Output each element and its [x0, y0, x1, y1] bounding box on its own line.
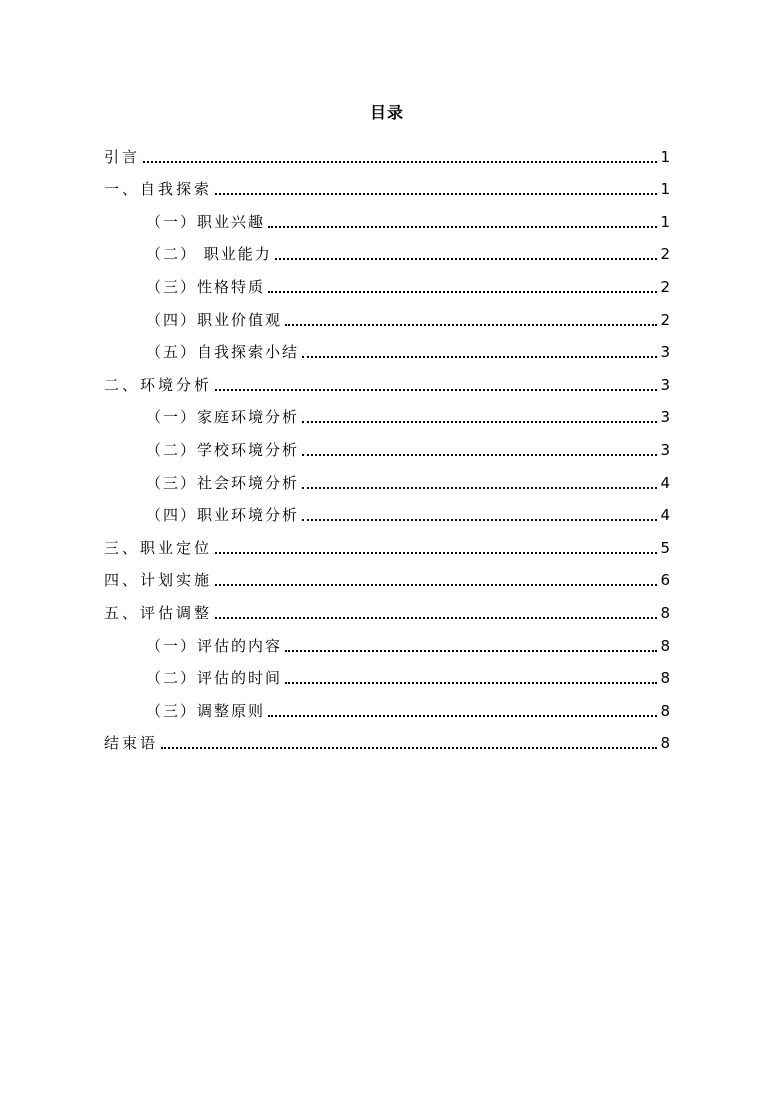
toc-title: 目录 — [369, 103, 404, 122]
dot-leader — [215, 389, 657, 391]
toc-entry[interactable] — [104, 499, 670, 532]
toc-entry-page-number: 3 — [660, 408, 670, 427]
dot-leader — [285, 650, 657, 652]
dot-leader — [268, 715, 657, 717]
toc-entry-title: 一、自我探索 — [104, 180, 213, 199]
toc-entry[interactable] — [104, 694, 670, 727]
toc-entry-title: （三）社会环境分析 — [146, 473, 300, 492]
toc-entry-page-number: 8 — [660, 636, 670, 655]
toc-entry[interactable] — [104, 205, 670, 238]
toc-entry-page-number: 2 — [660, 310, 670, 329]
dot-leader — [215, 584, 657, 586]
toc-entry[interactable] — [104, 368, 670, 401]
toc-entry-title: 三、职业定位 — [104, 538, 213, 557]
toc-entry[interactable] — [104, 173, 670, 206]
dot-leader — [268, 291, 657, 293]
dot-leader — [302, 454, 657, 456]
toc-entry[interactable] — [104, 531, 670, 564]
toc-entry-page-number: 1 — [660, 147, 670, 166]
toc-entry-page-number: 3 — [660, 440, 670, 459]
dot-leader — [285, 682, 657, 684]
toc-entry-title: （二） 职业能力 — [146, 245, 272, 264]
toc-entry[interactable] — [104, 662, 670, 695]
toc-entry-title: （四）职业价值观 — [146, 310, 283, 329]
dot-leader — [275, 258, 658, 260]
toc-entry-page-number: 4 — [660, 473, 670, 492]
toc-entry[interactable] — [104, 238, 670, 271]
toc-entry-title: 引言 — [104, 147, 141, 166]
dot-leader — [302, 356, 657, 358]
dot-leader — [302, 421, 657, 423]
toc-entry-page-number: 4 — [660, 506, 670, 525]
toc-entry[interactable] — [104, 564, 670, 597]
dot-leader — [268, 226, 657, 228]
toc-entry[interactable] — [104, 140, 670, 173]
toc-entry-page-number: 8 — [660, 603, 670, 622]
dot-leader — [215, 552, 657, 554]
toc-entry[interactable] — [104, 727, 670, 760]
toc-entry-page-number: 8 — [660, 734, 670, 753]
toc-entry[interactable] — [104, 401, 670, 434]
dot-leader — [215, 617, 657, 619]
dot-leader — [302, 519, 657, 521]
toc-entry-title: 二、环境分析 — [104, 375, 213, 394]
toc-entry[interactable] — [104, 303, 670, 336]
toc-entry-title: （一）评估的内容 — [146, 636, 283, 655]
toc-entry[interactable] — [104, 433, 670, 466]
toc-entry-page-number: 1 — [660, 180, 670, 199]
toc-entry-title: （三）调整原则 — [146, 701, 266, 720]
toc-entry[interactable] — [104, 336, 670, 369]
toc-entry-title: （一）职业兴趣 — [146, 212, 266, 231]
toc-entry[interactable] — [104, 270, 670, 303]
dot-leader — [302, 487, 657, 489]
toc-entry-page-number: 3 — [660, 343, 670, 362]
toc-entry-page-number: 6 — [660, 571, 670, 590]
toc-entry-page-number: 8 — [660, 669, 670, 688]
toc-entry[interactable] — [104, 466, 670, 499]
toc-entry-page-number: 8 — [660, 701, 670, 720]
dot-leader — [215, 193, 657, 195]
toc-entry-title: （三）性格特质 — [146, 277, 266, 296]
toc-entry-page-number: 5 — [660, 538, 670, 557]
toc-entry-title: （二）评估的时间 — [146, 669, 283, 688]
toc-entry-title: （五）自我探索小结 — [146, 343, 300, 362]
toc-entry-title: （二）学校环境分析 — [146, 440, 300, 459]
toc-entry-title: 五、评估调整 — [104, 603, 213, 622]
toc-entry[interactable] — [104, 596, 670, 629]
toc-entry-title: （一）家庭环境分析 — [146, 408, 300, 427]
toc-entry-page-number: 2 — [660, 245, 670, 264]
toc-entry-title: 四、计划实施 — [104, 571, 213, 590]
dot-leader — [161, 747, 657, 749]
toc-entry-page-number: 3 — [660, 375, 670, 394]
toc-list — [104, 140, 670, 759]
toc-entry-page-number: 2 — [660, 277, 670, 296]
dot-leader — [285, 324, 657, 326]
toc-entry[interactable] — [104, 629, 670, 662]
toc-entry-title: 结束语 — [104, 734, 159, 753]
dot-leader — [143, 161, 657, 163]
toc-entry-page-number: 1 — [660, 212, 670, 231]
toc-entry-title: （四）职业环境分析 — [146, 506, 300, 525]
